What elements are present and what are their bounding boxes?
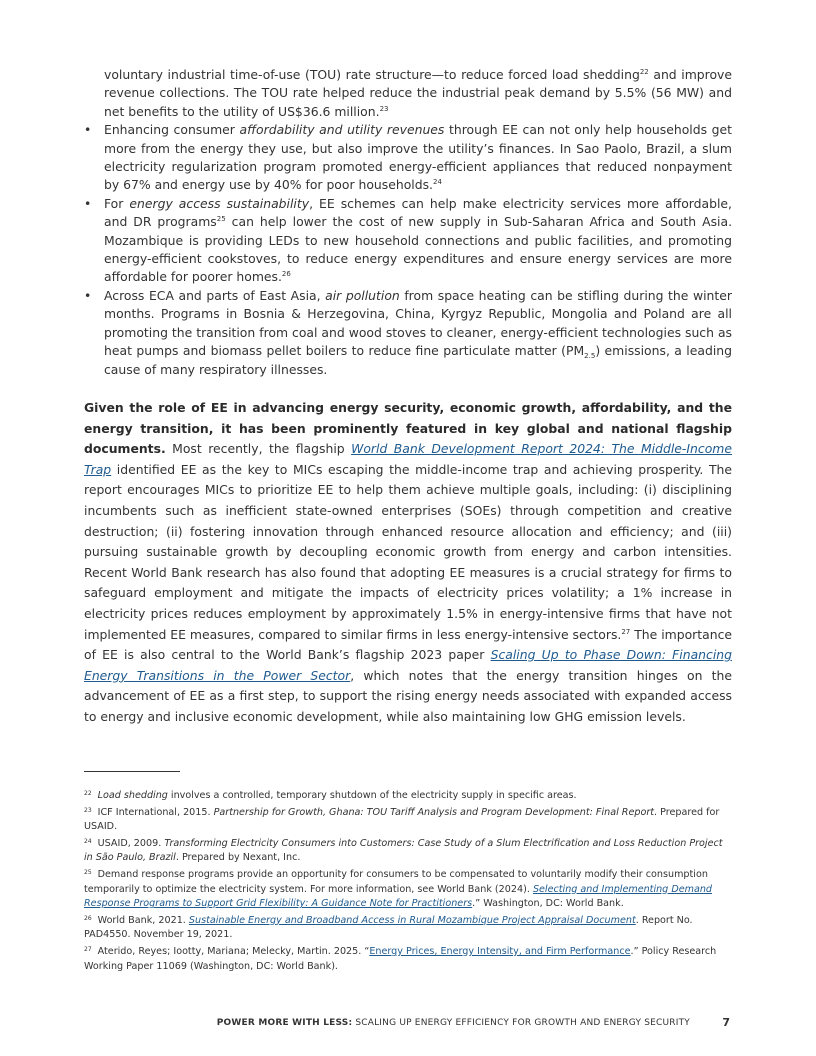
footnote-link[interactable]: Sustainable Energy and Broadband Access in Rural Mozambique Project Appraisal Document — [188, 914, 636, 926]
footnote-24 — [84, 835, 724, 866]
text-run: through EE can not only help households get more from the energy they use, but also improve the utility’s finances. In Sao Paolo, Brazil, a slum electricity regularization program promoted energy-efficient appliances that reduced nonpayment by 67% and energy use by 40% for poor households. — [104, 122, 732, 193]
bullet-list — [84, 66, 732, 379]
subscript: 2.5 — [584, 352, 596, 361]
running-title — [217, 1018, 690, 1028]
bullet-dot: • — [84, 287, 92, 303]
text-run: . Report No. PAD4550. November 19, 2021. — [84, 914, 693, 941]
text-run: .” Washington, DC: World Bank. — [472, 898, 624, 910]
paragraph-text: identified EE as the key to MICs escaping the middle-income trap and achieving prosperity. The report encourages MICs to prioritize EE to help them achieve multiple goals, including: (i) disciplining incumbents such as inefficient state-owned enterprises (SOEs) through competition and creative destruction; (ii) fostering innovation through enhanced resource allocation and efficiency; and (iii) pursuing sustainable growth by decoupling economic growth from energy and carbon intensities. Recent World Bank research has also found that adopting EE measures is a crucial strategy for firms to safeguard employment and mitigate the impacts of electricity prices volatility; a 1% increase in electricity prices reduces employment by approximately 1.5% in energy-intensive firms that have not implemented EE measures, compared to similar firms in less energy-intensive sectors. — [84, 461, 732, 642]
italic-text: Transforming Electricity Consumers into Customers: Case Study of a Slum Electrification and Loss Reduction Project in São Paulo, Brazil — [84, 837, 723, 864]
text-run: World Bank, 2021. — [97, 914, 189, 926]
footnote-ref-27[interactable]: 27 — [621, 627, 631, 636]
footnote-22 — [84, 787, 724, 804]
text-run: Aterido, Reyes; Iootty, Mariana; Melecky, Martin. 2025. “ — [97, 945, 370, 957]
footnote-27 — [84, 943, 724, 974]
text-run: Across ECA and parts of East Asia, — [104, 287, 326, 303]
text-run: . Prepared for USAID. — [84, 806, 720, 833]
footnote-ref[interactable]: 22 — [639, 68, 649, 76]
scaling-up-link[interactable]: Scaling Up to Phase Down: Financing Energy Transitions in the Power Sector — [84, 647, 732, 683]
paragraph-text: Most recently, the flagship — [165, 441, 352, 457]
italic-text: affordability and utility revenues — [239, 122, 445, 138]
footnote-ref[interactable]: 25 — [216, 215, 226, 224]
text-run: For — [104, 195, 130, 211]
page-footer — [0, 1016, 816, 1032]
italic-text: Load shedding — [97, 790, 168, 801]
bullet-item — [84, 195, 732, 287]
text-run: from space heating can be stifling during the winter months. Programs in Bosnia & Herzegovina, China, Kyrgyz Republic, Mongolia and Poland are all promoting the transition from coal and wood stoves to cleaner, energy-efficient technologies such as heat pumps and biomass pellet boilers to reduce fine particulate matter (PM — [104, 287, 732, 359]
italic-text: Partnership for Growth, Ghana: TOU Tariff Analysis and Program Development: Final Report — [213, 806, 655, 818]
footnote-divider — [84, 771, 180, 772]
footnote-25 — [84, 866, 724, 912]
footnote-number: 22 — [84, 790, 92, 797]
text-run: can help lower the cost of new supply in Sub-Saharan Africa and South Asia. Mozambique is providing LEDs to new household connections and public facilities, and promoting energy-efficient cookstoves, to reduce energy expenditures and ensure energy services are more affordable for poorer homes. — [104, 214, 733, 285]
text-run: , EE schemes can help make electricity services more affordable, and DR programs — [104, 195, 732, 230]
footnote-23 — [84, 804, 724, 835]
footnote-link[interactable]: Selecting and Implementing Demand Response Programs to Support Grid Flexibility: A Guidance Note for Practitioners — [84, 883, 713, 910]
text-run: Enhancing consumer — [104, 122, 240, 138]
text-run: Demand response programs provide an opportunity for consumers to be compensated to voluntarily modify their consumption temporarily to optimize the electricity system. For more information, see World Bank (2024). — [84, 868, 708, 895]
footnote-26 — [84, 912, 724, 943]
footnote-number: 23 — [84, 806, 92, 814]
running-title-rest: SCALING UP ENERGY EFFICIENCY FOR GROWTH AND ENERGY SECURITY — [352, 1018, 690, 1028]
bullet-item — [84, 287, 732, 379]
text-run: involves a controlled, temporary shutdown of the electricity supply in specific areas. — [167, 790, 577, 801]
text-run: . Prepared by Nexant, Inc. — [175, 852, 301, 864]
italic-text: energy access sustainability — [129, 195, 310, 211]
paragraph-lead: Given the role of EE in advancing energy security, economic growth, affordability, and the energy transition, it has been prominently featured in key global and national flagship documents. — [84, 400, 732, 457]
paragraph-text: , which notes that the energy transition hinges on the advancement of EE as a first step, to support the rising energy needs associated with expanded access to energy and inclusive economic development, while also maintaining low GHG emission levels. — [84, 667, 732, 724]
footnote-link[interactable]: Energy Prices, Energy Intensity, and Firm Performance — [369, 945, 631, 957]
text-run: USAID, 2009. — [97, 837, 165, 849]
bullet-dot: • — [84, 122, 92, 138]
running-title-bold: POWER MORE WITH LESS: — [216, 1018, 353, 1028]
text-run: .” Policy Research Working Paper 11069 (Washington, DC: World Bank). — [84, 945, 717, 972]
footnote-number: 27 — [84, 945, 92, 953]
text-run: ) emissions, a leading cause of many respiratory illnesses. — [104, 343, 732, 377]
footnote-number: 26 — [84, 914, 92, 922]
italic-text: air pollution — [325, 287, 400, 303]
paragraph-text: The importance of EE is also central to the World Bank’s flagship 2023 paper — [84, 626, 733, 663]
main-paragraph — [84, 398, 732, 728]
text-run: voluntary industrial time-of-use (TOU) rate structure—to reduce forced load shedding — [104, 67, 640, 82]
footnote-ref[interactable]: 24 — [433, 178, 442, 187]
page-number: 7 — [722, 1016, 730, 1029]
footnote-ref[interactable]: 23 — [379, 104, 389, 113]
footnote-number: 24 — [84, 837, 92, 845]
text-run: and improve revenue collections. The TOU rate helped reduce the industrial peak demand by 5.5% (56 MW) and net benefits to the utility of US$36.6 million. — [104, 67, 732, 119]
footnote-ref[interactable]: 26 — [281, 270, 291, 279]
bullet-item — [84, 121, 732, 195]
bullet-dot: • — [84, 195, 92, 211]
text-run: ICF International, 2015. — [97, 806, 214, 818]
wdr-2024-link[interactable]: World Bank Development Report 2024: The Middle-Income Trap — [84, 441, 732, 477]
bullet-continued — [84, 66, 732, 121]
footnote-number: 25 — [84, 868, 92, 876]
footnotes — [84, 787, 724, 974]
